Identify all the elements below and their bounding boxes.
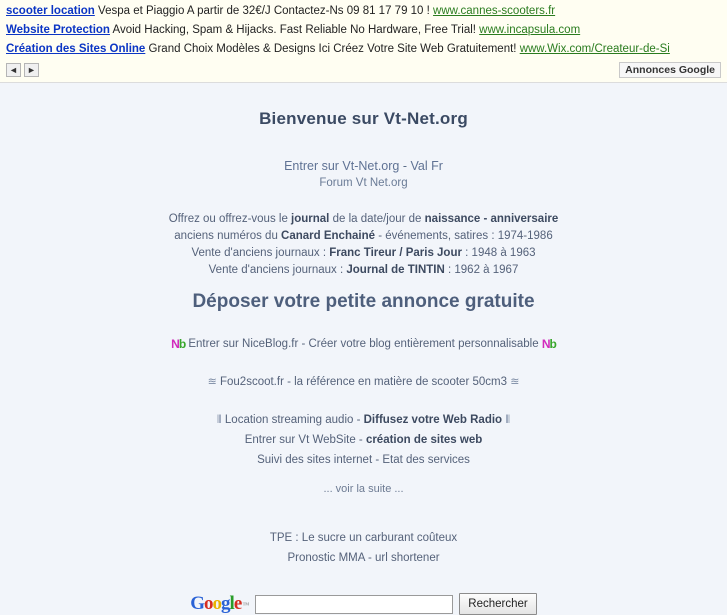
info-row bbox=[0, 245, 727, 262]
ad-row bbox=[6, 4, 721, 19]
info-bold-1: Journal de TINTIN bbox=[346, 264, 445, 276]
google-logo-l: l bbox=[229, 593, 234, 614]
primary-nav bbox=[0, 159, 727, 173]
voir-la-suite-link[interactable]: ... voir la suite ... bbox=[323, 483, 404, 495]
info-mid: : 1948 à 1963 bbox=[461, 247, 536, 259]
google-logo-o1: o bbox=[204, 593, 213, 614]
fou2scoot-row bbox=[0, 373, 727, 391]
vtwebsite-pre: Entrer sur Vt WebSite - bbox=[244, 434, 366, 446]
info-bold-1: Canard Enchainé bbox=[281, 230, 375, 242]
info-bold-1: Franc Tireur / Paris Jour bbox=[329, 247, 462, 259]
info-mid: de la date/jour de bbox=[329, 213, 425, 225]
niceblog-row bbox=[0, 335, 727, 353]
nav-separator: - bbox=[399, 159, 411, 173]
link-tpe[interactable]: TPE : Le sucre un carburant coûteux bbox=[269, 532, 458, 544]
previous-arrow-icon[interactable]: ◄ bbox=[6, 63, 21, 77]
google-logo-tm: ™ bbox=[242, 601, 250, 609]
forum-nav bbox=[0, 177, 727, 189]
info-row bbox=[0, 211, 727, 228]
info-pre: Offrez ou offrez-vous le bbox=[168, 213, 292, 225]
annonces-google-badge[interactable] bbox=[619, 62, 721, 78]
ad-text: Vespa et Piaggio A partir de 32€/J Contactez-Ns 09 81 17 79 10 ! bbox=[98, 5, 430, 17]
ads-pager bbox=[6, 63, 39, 77]
ad-text: Avoid Hacking, Spam & Hijacks. Fast Reliable No Hardware, Free Trial! bbox=[112, 24, 476, 36]
scooter-icon: ≊ bbox=[510, 376, 520, 388]
info-mid: : 1962 à 1967 bbox=[444, 264, 519, 276]
info-bold-2: naissance - anniversaire bbox=[424, 213, 559, 225]
link-fou2scoot[interactable]: Fou2scoot.fr - la référence en matière de scooter 50cm3 bbox=[219, 376, 507, 388]
info-mid: - événements, satires : 1974-1986 bbox=[375, 230, 553, 242]
info-pre: anciens numéros du bbox=[174, 230, 282, 242]
niceblog-logo-icon: Nb bbox=[171, 337, 186, 351]
ad-url-link[interactable]: www.Wix.com/Createur-de-Si bbox=[519, 43, 670, 55]
info-pre: Vente d'anciens journaux : bbox=[191, 247, 330, 259]
link-niceblog[interactable]: Entrer sur NiceBlog.fr - Créer votre blog entièrement personnalisable bbox=[188, 338, 539, 350]
link-val-fr[interactable]: Val Fr bbox=[410, 159, 443, 173]
ad-row bbox=[6, 42, 721, 57]
ad-title-link[interactable]: Website Protection bbox=[6, 24, 110, 36]
webradio-bold: Diffusez votre Web Radio bbox=[363, 414, 503, 426]
annonces-google-label: Annonces Google bbox=[625, 64, 715, 76]
scooter-icon: ≊ bbox=[207, 376, 217, 388]
deposer-annonce-heading: Déposer votre petite annonce gratuite bbox=[192, 291, 535, 312]
google-logo-o2: o bbox=[212, 593, 222, 614]
vtwebsite-row bbox=[0, 431, 727, 449]
link-enter-vtnet[interactable]: Entrer sur Vt-Net.org bbox=[284, 159, 400, 173]
ad-url-link[interactable]: www.incapsula.com bbox=[479, 24, 581, 36]
link-pronostic-mma[interactable]: Pronostic MMA - url shortener bbox=[287, 552, 440, 564]
niceblog-logo-icon: Nb bbox=[541, 337, 556, 351]
ads-footer bbox=[6, 61, 721, 82]
search-button[interactable]: Rechercher bbox=[459, 593, 536, 615]
info-row bbox=[0, 228, 727, 245]
link-forum[interactable]: Forum Vt Net.org bbox=[319, 177, 408, 189]
vtwebsite-bold: création de sites web bbox=[365, 434, 483, 446]
google-logo-g1: G bbox=[190, 593, 205, 614]
main-content bbox=[0, 83, 727, 615]
google-logo-e: e bbox=[233, 593, 242, 614]
radio-wave-icon: ⦀ bbox=[505, 414, 511, 426]
google-logo-icon bbox=[190, 593, 249, 615]
suivi-row bbox=[0, 451, 727, 469]
next-arrow-icon[interactable]: ► bbox=[24, 63, 39, 77]
ad-title-link[interactable]: scooter location bbox=[6, 5, 95, 17]
ad-url-link[interactable]: www.cannes-scooters.fr bbox=[433, 5, 556, 17]
tpe-row bbox=[0, 529, 727, 547]
info-bold-1: journal bbox=[291, 213, 330, 225]
radio-wave-icon: ⦀ bbox=[216, 414, 222, 426]
google-search-bar bbox=[0, 593, 727, 615]
info-pre: Vente d'anciens journaux : bbox=[208, 264, 347, 276]
google-ads-block bbox=[0, 0, 727, 83]
ad-row bbox=[6, 23, 721, 38]
ad-title-link[interactable]: Création des Sites Online bbox=[6, 43, 146, 55]
google-logo-g2: g bbox=[221, 593, 230, 614]
pronostic-row bbox=[0, 549, 727, 567]
page-title: Bienvenue sur Vt-Net.org bbox=[259, 109, 468, 128]
search-input[interactable] bbox=[255, 595, 453, 614]
info-row bbox=[0, 262, 727, 279]
webradio-pre: Location streaming audio - bbox=[224, 414, 364, 426]
ad-text: Grand Choix Modèles & Designs Ici Créez Votre Site Web Gratuitement! bbox=[148, 43, 517, 55]
webradio-row bbox=[0, 411, 727, 429]
link-suivi-sites[interactable]: Suivi des sites internet - Etat des services bbox=[257, 454, 470, 466]
